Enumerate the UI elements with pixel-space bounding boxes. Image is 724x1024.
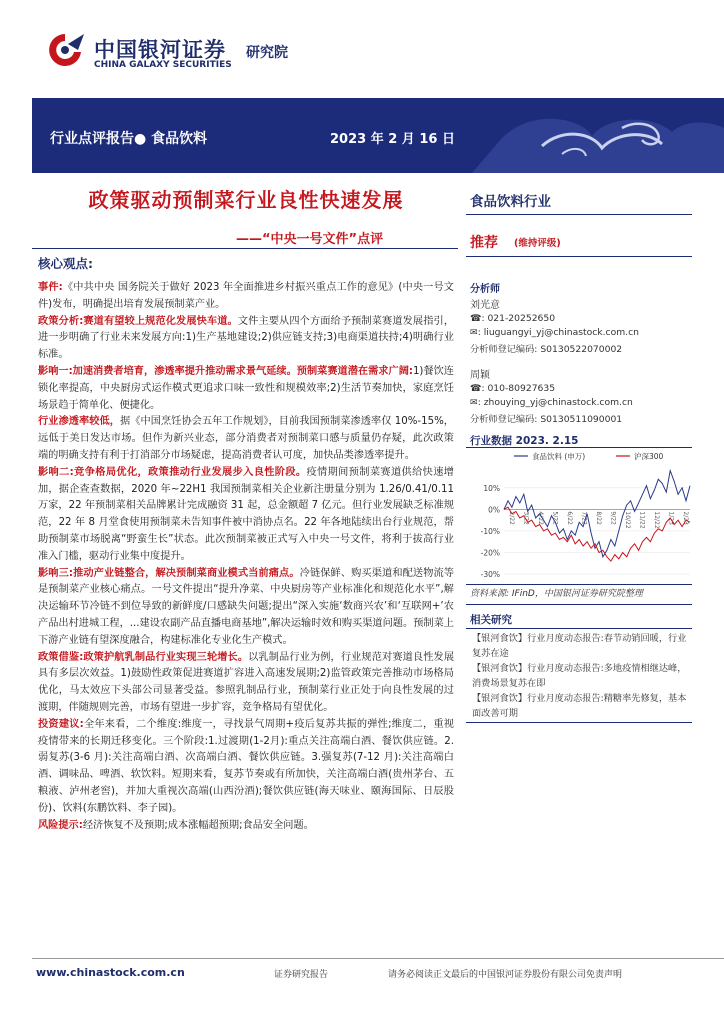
header-banner: [32, 98, 724, 173]
related-research-item[interactable]: 【银河食饮】行业月度动态报告:春节动销回暖，行业复苏在途: [472, 633, 687, 659]
title-rule: [32, 248, 458, 249]
paragraph-text: 文件主要从四个方面给予预制菜赛道发展指引，进一步明确了行业未来发展方向:1)生产基地建设;2)供应链支持;3)电商渠道扶持;4)明确行业标准。: [38, 315, 455, 361]
industry-label: 食品饮料行业: [470, 194, 551, 210]
paragraph-lead: 政策分析:赛道有望较上规范化发展快车道。: [38, 315, 238, 327]
x-tick-label: 4/22: [537, 511, 544, 525]
paragraph-lead: 政策借鉴:政策护航乳制品行业实现三轮增长。: [38, 651, 249, 663]
x-tick-label: 5/22: [551, 511, 559, 525]
x-tick-label: 7/22: [580, 511, 588, 525]
x-tick-label: 8/22: [595, 511, 602, 525]
x-tick-label: 12/22: [653, 511, 660, 529]
y-tick-label: 0%: [488, 505, 500, 515]
body-paragraph: [38, 650, 454, 717]
analyst-phone: ☎: 021-20252650: [470, 313, 556, 324]
galaxy-logo-icon: [44, 32, 86, 68]
body-paragraph: [38, 566, 454, 650]
footer-website-link[interactable]: www.chinastock.com.cn: [36, 966, 185, 979]
body-paragraph: [38, 314, 454, 364]
analyst-name: 刘光意: [470, 300, 500, 311]
side-divider: [466, 214, 692, 215]
x-tick-label: 2/23: [682, 511, 689, 525]
paragraph-text: 经济恢复不及预期;成本涨幅超预期;食品安全问题。: [82, 819, 314, 831]
side-divider: [466, 604, 692, 605]
paragraph-text: 1)餐饮连锁化率提高，中央厨房式运作模式更追求口味一致性和规模效率;2)生活节奏加快，家庭烹饪场景趋于简单化、便捷化。: [38, 365, 454, 411]
paragraph-lead: 事件:: [38, 282, 63, 293]
analyst-phone: ☎: 010-80927635: [470, 383, 556, 394]
report-body: [38, 280, 454, 834]
y-tick-label: -20%: [480, 548, 500, 558]
paragraph-text: 《中共中央 国务院关于做好 2023 年全面推进乡村振兴重点工作的意见》(中央一号文件)发布，明确提出培育发展预制菜产业。: [38, 282, 454, 310]
brand-name-cn: 中国银河证券: [94, 38, 226, 62]
core-heading: 核心观点:: [38, 256, 93, 271]
x-tick-label: 3/22: [522, 511, 530, 525]
x-tick-label: 6/22: [566, 511, 573, 525]
footer-disclaimer: 请务必阅读正文最后的中国银河证券股份有限公司免责声明: [388, 970, 623, 980]
y-tick-label: -10%: [480, 526, 500, 536]
cloud-ornament-icon: [472, 98, 724, 173]
paragraph-text: 疫情期间预制菜赛道供给快速增加，据企查查数据，2020 年~22H1 我国预制菜相关企业新注册量分别为 1.26/0.41/0.11 万家，22 年预制菜相关品牌累计完成融资 31 起，总金额超 7 亿元。但行业发展缺乏标准规范，22 年 8 月堂食使用预制菜未告知事件被中消协点名。22 年各地陆续出台行业规范，帮助预制菜市场脱离“野蛮生长”状态。此次预制菜被正式写入中央一号文件，将利于拔高行业准入门槛，驱动行业集中度提升。: [38, 466, 454, 562]
y-tick-label: -30%: [480, 570, 500, 579]
report-type: 行业点评报告● 食品饮料: [50, 131, 208, 147]
report-date: 2023 年 2 月 16 日: [330, 132, 455, 147]
paragraph-text: 以乳制品行业为例，行业规范对赛道良性发展具有多层次效益。1)鼓励性政策促进赛道扩容进入高速发展期;2)监管政策完善推动市场格局优化，马太效应下头部公司显著受益。参照乳制品行业，预制菜行业正处于向良性发展的过渡期，伴随规则完善，市场有望进一步扩容，竞争格局有望优化。: [38, 651, 455, 713]
legend-label: 食品饮料 (申万): [532, 452, 586, 461]
body-paragraph: [38, 465, 454, 566]
body-paragraph: [38, 364, 454, 414]
body-paragraph: [38, 818, 454, 835]
x-tick-label: 10/22: [624, 511, 631, 529]
rating-note: (维持评级): [514, 238, 561, 249]
side-divider: [466, 256, 692, 257]
footer-center: 证券研究报告: [274, 970, 329, 980]
paragraph-lead: 风险提示:: [38, 819, 83, 831]
paragraph-lead: 行业渗透率较低，: [38, 416, 120, 428]
rating-label: 推荐: [470, 235, 498, 251]
paragraph-text: 全年来看，二个维度:维度一，寻找景气周期+疫后复苏共振的弹性;维度二，重视疫情带来的长期迁移变化。三个阶段:1.过渡期(1-2月):重点关注高端白酒、餐饮供应链。2.弱复苏(3-6 月):关注高端白酒、次高端白酒、餐饮供应链。3.强复苏(7-12 月):关注高端白酒、调味品、啤酒、软饮料。短期来看，复苏节奏或有所加快，关注高端白酒(贵州茅台、五粮液、泸州老窖)，并加大重视次高端(山西汾酒);餐饮供应链(海天味业、颐海国际、日辰股份)、饮料(东鹏饮料、李子园)。: [38, 718, 454, 814]
performance-chart: [466, 448, 694, 584]
brand-name-en: CHINA GALAXY SECURITIES: [94, 60, 232, 70]
analyst-email: ✉: liuguangyi_yj@chinastock.com.cn: [470, 327, 639, 338]
paragraph-lead: 投资建议:: [38, 718, 84, 730]
legend-label: 沪深300: [634, 452, 664, 461]
chart-source: 资料来源: IFinD，中国银河证券研究院整理: [470, 589, 643, 599]
paragraph-text: 据《中国烹饪协会五年工作规划》，目前我国预制菜渗透率仅 10%-15%，远低于美日发达市场。但作为新兴业态，部分消费者对预制菜口感与质量仍存疑，此次政策端的明确支持有利于打消部分市场疑虑，提高消费者认可度，加快品类渗透率提升。: [38, 416, 454, 461]
institute-label: 研究院: [246, 45, 288, 61]
paragraph-text: 冷链保鲜、购买渠道和配送物流等是预制菜产业核心痛点。一号文件提出“提升净菜、中央厨房等产业标准化和规范化水平”,解决运输环节冷链不到位导致的新鲜度/口感缺失问题;提出“深入实施‘数商兴农’和‘互联网+’农产品出村进城工程，...建设农副产品直播电商基地”,解决运输时效和购买渠道问题。预制菜上下游产业链有望深度融合，构建标准化专业化生产模式。: [38, 567, 454, 646]
side-divider: [466, 628, 692, 629]
analyst-email: ✉: zhouying_yj@chinastock.com.cn: [470, 397, 633, 408]
analyst-heading: 分析师: [470, 284, 500, 295]
analyst-registration: 分析师登记编码: S0130511090001: [470, 414, 623, 425]
industry-data-heading: 行业数据 2023. 2.15: [470, 435, 579, 447]
related-research-heading: 相关研究: [470, 614, 512, 626]
x-tick-label: 11/22: [638, 511, 646, 529]
x-tick-label: 2/22: [508, 511, 515, 525]
analyst-registration: 分析师登记编码: S0130522070002: [470, 344, 623, 355]
x-tick-label: 1/23: [667, 511, 675, 525]
paragraph-lead: 影响一:加速消费者培育，渗透率提升推动需求景气延续。预制菜赛道潜在需求广阔:: [38, 365, 413, 377]
x-tick-label: 9/22: [609, 511, 617, 525]
side-divider: [466, 584, 692, 585]
paragraph-lead: 影响三:推动产业链整合，解决预制菜商业模式当前痛点。: [38, 567, 300, 579]
paragraph-lead: 影响二:竞争格局优化，政策推动行业发展步入良性阶段。: [38, 466, 307, 478]
side-divider: [466, 722, 692, 723]
body-paragraph: [38, 717, 454, 818]
y-tick-label: 10%: [483, 483, 500, 493]
related-research-item[interactable]: 【银河食饮】行业月度动态报告:精糖率先修复，基本面改善可期: [472, 693, 687, 719]
related-research-item[interactable]: 【银河食饮】行业月度动态报告:多地疫情相继达峰，消费场景复苏在即: [472, 663, 687, 689]
body-paragraph: [38, 414, 454, 464]
page-subtitle: ——“中央一号文件”点评: [236, 232, 384, 247]
body-paragraph: [38, 280, 454, 314]
analyst-name: 周颖: [470, 370, 490, 381]
page-title: 政策驱动预制菜行业良性快速发展: [88, 188, 404, 212]
footer-rule: [32, 958, 724, 959]
